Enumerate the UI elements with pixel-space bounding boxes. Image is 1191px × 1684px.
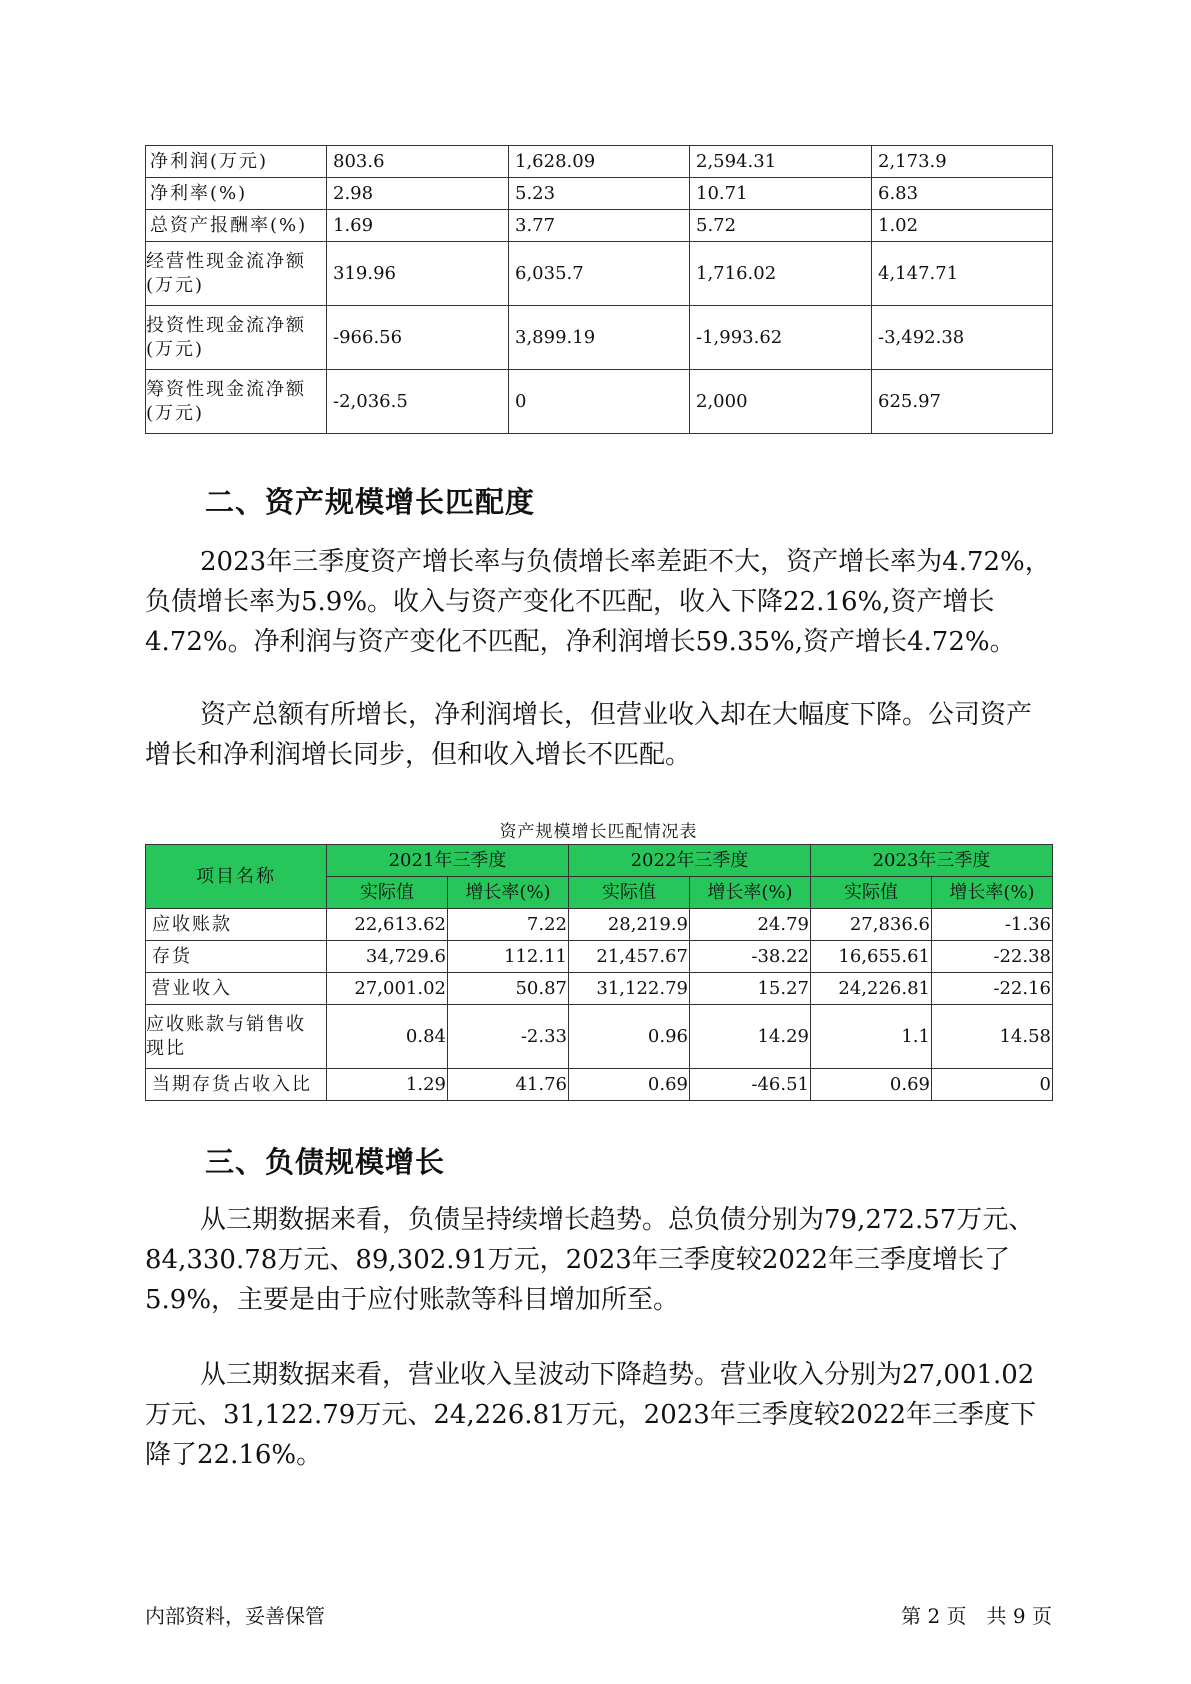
table-cell: 1.69 <box>327 210 509 242</box>
table-cell: 0 <box>509 370 690 434</box>
table-cell: -2.33 <box>448 1005 569 1069</box>
paragraph: 从三期数据来看，负债呈持续增长趋势。总负债分别为79,272.57万元、84,330.78万元、89,302.91万元，2023年三季度较2022年三季度增长了5.9%，主要是由于应付账款等科目增加所至。 <box>145 1205 1035 1315</box>
column-header: 实际值 <box>327 877 448 909</box>
table-cell: 2,173.9 <box>872 146 1053 178</box>
table-cell: 15.27 <box>690 973 811 1005</box>
table-cell: 5.72 <box>690 210 872 242</box>
section-heading: 二、资产规模增长匹配度 <box>205 485 536 519</box>
column-header: 项目名称 <box>146 845 327 909</box>
column-header: 实际值 <box>569 877 690 909</box>
table-cell: 625.97 <box>872 370 1053 434</box>
row-label: 当期存货占收入比 <box>146 1069 327 1101</box>
table-cell: 6,035.7 <box>509 242 690 306</box>
table-cell: 1.1 <box>811 1005 932 1069</box>
table-cell: 16,655.61 <box>811 941 932 973</box>
table-cell: -1,993.62 <box>690 306 872 370</box>
table-cell: 0.69 <box>569 1069 690 1101</box>
table-cell: 5.23 <box>509 178 690 210</box>
table-cell: 27,001.02 <box>327 973 448 1005</box>
row-label: 存货 <box>146 941 327 973</box>
table-cell: -1.36 <box>932 909 1053 941</box>
column-header: 增长率(%) <box>932 877 1053 909</box>
paragraph: 2023年三季度资产增长率与负债增长率差距不大，资产增长率为4.72%，负债增长率为5.9%。收入与资产变化不匹配，收入下降22.16%,资产增长4.72%。净利润与资产变化不匹配，净利润增长59.35%,资产增长4.72%。 <box>145 547 1051 657</box>
table-cell: 1,716.02 <box>690 242 872 306</box>
table-row <box>146 941 1053 973</box>
table-cell: 14.29 <box>690 1005 811 1069</box>
row-label: 投资性现金流净额(万元) <box>146 306 327 370</box>
table-cell: 319.96 <box>327 242 509 306</box>
table-cell: -22.16 <box>932 973 1053 1005</box>
table-cell: 0.84 <box>327 1005 448 1069</box>
table-cell: 2,000 <box>690 370 872 434</box>
table-cell: 22,613.62 <box>327 909 448 941</box>
table-row <box>146 973 1053 1005</box>
table-header-row <box>146 845 1053 877</box>
table-row <box>146 178 1053 210</box>
table-cell: -46.51 <box>690 1069 811 1101</box>
table-cell: 41.76 <box>448 1069 569 1101</box>
row-label: 净利润(万元) <box>146 146 327 178</box>
table-caption: 资产规模增长匹配情况表 <box>499 822 698 842</box>
table-cell: 24.79 <box>690 909 811 941</box>
financial-metrics-table <box>145 145 1053 434</box>
row-label: 总资产报酬率(%) <box>146 210 327 242</box>
asset-growth-table <box>145 844 1053 1101</box>
paragraph: 从三期数据来看，营业收入呈波动下降趋势。营业收入分别为27,001.02万元、31,122.79万元、24,226.81万元，2023年三季度较2022年三季度下降了22.16%。 <box>145 1360 1036 1470</box>
table-cell: 14.58 <box>932 1005 1053 1069</box>
table-cell: 10.71 <box>690 178 872 210</box>
column-header: 2023年三季度 <box>811 845 1053 877</box>
section-heading: 三、负债规模增长 <box>205 1145 446 1179</box>
table-cell: 1.29 <box>327 1069 448 1101</box>
table-row <box>146 146 1053 178</box>
table-cell: 112.11 <box>448 941 569 973</box>
table-row <box>146 1005 1053 1069</box>
table-cell: -2,036.5 <box>327 370 509 434</box>
table-row <box>146 1069 1053 1101</box>
table-cell: 2.98 <box>327 178 509 210</box>
row-label: 经营性现金流净额(万元) <box>146 242 327 306</box>
table-row <box>146 242 1053 306</box>
row-label: 筹资性现金流净额(万元) <box>146 370 327 434</box>
table-cell: 2,594.31 <box>690 146 872 178</box>
table-row <box>146 210 1053 242</box>
page-number: 第 2 页 共 9 页 <box>901 1604 1052 1628</box>
table-cell: 21,457.67 <box>569 941 690 973</box>
table-cell: -22.38 <box>932 941 1053 973</box>
table-cell: 7.22 <box>448 909 569 941</box>
column-header: 实际值 <box>811 877 932 909</box>
table-cell: 31,122.79 <box>569 973 690 1005</box>
table-cell: 4,147.71 <box>872 242 1053 306</box>
table-cell: 0.96 <box>569 1005 690 1069</box>
table-cell: -966.56 <box>327 306 509 370</box>
row-label: 营业收入 <box>146 973 327 1005</box>
table-cell: 50.87 <box>448 973 569 1005</box>
table-cell: 3.77 <box>509 210 690 242</box>
table-cell: 0 <box>932 1069 1053 1101</box>
table-cell: 803.6 <box>327 146 509 178</box>
table-cell: 27,836.6 <box>811 909 932 941</box>
table-row <box>146 370 1053 434</box>
table-cell: 28,219.9 <box>569 909 690 941</box>
table-cell: 1.02 <box>872 210 1053 242</box>
row-label: 应收账款 <box>146 909 327 941</box>
row-label: 应收账款与销售收现比 <box>146 1005 327 1069</box>
footer-confidential-note: 内部资料，妥善保管 <box>145 1604 325 1628</box>
table-row <box>146 306 1053 370</box>
table-cell: 24,226.81 <box>811 973 932 1005</box>
paragraph: 资产总额有所增长，净利润增长，但营业收入却在大幅度下降。公司资产增长和净利润增长同步，但和收入增长不匹配。 <box>145 700 1033 770</box>
table-cell: 3,899.19 <box>509 306 690 370</box>
row-label: 净利率(%) <box>146 178 327 210</box>
column-header: 2021年三季度 <box>327 845 569 877</box>
table-row <box>146 909 1053 941</box>
column-header: 增长率(%) <box>448 877 569 909</box>
table-cell: 1,628.09 <box>509 146 690 178</box>
table-cell: 34,729.6 <box>327 941 448 973</box>
table-cell: 0.69 <box>811 1069 932 1101</box>
table-cell: 6.83 <box>872 178 1053 210</box>
column-header: 2022年三季度 <box>569 845 811 877</box>
table-cell: -38.22 <box>690 941 811 973</box>
column-header: 增长率(%) <box>690 877 811 909</box>
table-cell: -3,492.38 <box>872 306 1053 370</box>
